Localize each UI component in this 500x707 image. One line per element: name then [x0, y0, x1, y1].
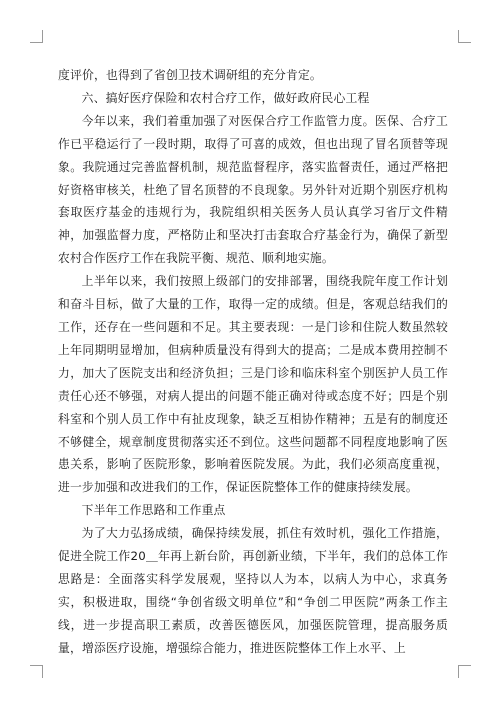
- section-heading-medical-insurance: 六、搞好医疗保险和农村合疗工作，做好政府民心工程: [81, 90, 370, 105]
- paragraph-overall-approach: 为了大力弘扬成绩，确保持续发展，抓住有效时机，强化工作措施，促进全院工作20＿年再上新台阶，再创新业绩，下半年，我们的总体工作思路是：全面落实科学发展观，坚持以人为本，以病人为中心，求真务实，积极进取，围绕“争创省级文明单位”和“争创二甲医院”两条工作主线，进一步提高职工素质，改善医德医风，加强医院管理，提高服务质量，增添医疗设施，增强综合能力，推进医院整体工作上水平、上: [58, 526, 448, 655]
- crop-mark-top-right: [458, 30, 471, 43]
- document-body: [58, 64, 448, 660]
- paragraph-insurance-supervision: 今年以来，我们着重加强了对医保合疗工作监管力度。医保、合疗工作已平稳运行了一段时期，取得了可喜的成效，但也出现了冒名顶替等现象。我院通过完善监督机制，规范监督程序，落实监督责任，通过严格把好资格审核关，杜绝了冒名顶替的不良现象。另外针对近期个别医疗机构套取医疗基金的违规行为，我院组织相关医务人员认真学习省厅文件精神，加强监督力度，严格防止和坚决打击套取合疗基金行为，确保了新型农村合作医疗工作在我院平衡、规范、顺利地实施。: [58, 113, 448, 266]
- crop-mark-bottom-right: [458, 665, 471, 678]
- crop-mark-top-left: [30, 30, 43, 43]
- paragraph-continuation: 度评价，也得到了省创卫技术调研组的充分肯定。: [58, 68, 322, 82]
- paragraph-first-half-summary: 上半年以来，我们按照上级部门的安排部署，围绕我院年度工作计划和奋斗目标，做了大量的工作，取得一定的成绩。但是，客观总结我们的工作，还存在一些问题和不足。其主要表现：一是门诊和住院人数虽然较上年同期明显增加，但病种质量没有得到大的提高；二是成本费用控制不力，加大了医院支出和经济负担；三是门诊和临床科室个别医护人员工作责任心还不够强，对病人提出的问题不能正确对待或态度不好；四是个别科室和个别人员工作中有扯皮现象，缺乏互相协作精神；五是有的制度还不够健全，规章制度贯彻落实还不到位。这些问题都不同程度地影响了医患关系，影响了医院形象，影响着医院发展。为此，我们必须高度重视，进一步加强和改进我们的工作，保证医院整体工作的健康持续发展。: [58, 274, 448, 495]
- section-heading-second-half-plan: 下半年工作思路和工作重点: [81, 503, 226, 518]
- crop-mark-bottom-left: [30, 665, 43, 678]
